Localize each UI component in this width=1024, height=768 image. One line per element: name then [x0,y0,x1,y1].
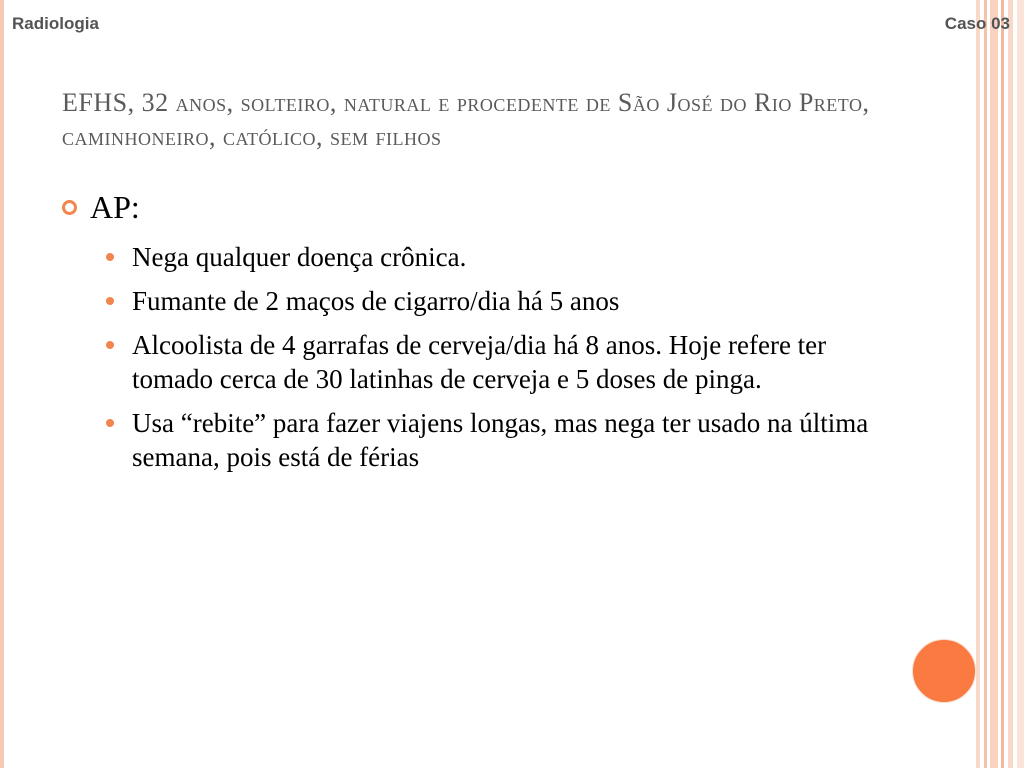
section-heading: AP: [90,189,140,225]
left-border-stripe [0,0,4,768]
dot-bullet-icon [106,297,114,305]
right-border-stripe [1008,0,1013,768]
bullet-text: Fumante de 2 maços de cigarro/dia há 5 anos [132,286,620,316]
right-border-stripe [1001,0,1004,768]
right-border-stripe [990,0,998,768]
right-border-stripe [976,0,980,768]
bullet-item [106,284,902,318]
header-right-label: Caso 03 [944,14,1010,33]
bullet-text: Nega qualquer doença crônica. [132,242,467,272]
ring-bullet-icon [62,200,77,215]
section-item [62,188,902,226]
header-left-label: Radiologia [12,14,99,33]
bullet-item [106,406,902,474]
dot-bullet-icon [106,341,114,349]
slide-title: EFHS, 32 anos, solteiro, natural e procedente de São José do Rio Preto, caminhoneiro, católico, sem filhos [62,88,870,151]
decorative-circle [912,639,976,703]
slide-content [62,188,902,484]
bullet-item [106,328,902,396]
right-border-stripe [1017,0,1024,768]
dot-bullet-icon [106,419,114,427]
bullet-text: Alcoolista de 4 garrafas de cerveja/dia há 8 anos. Hoje refere ter tomado cerca de 30 latinhas de cerveja e 5 doses de pinga. [132,330,827,394]
right-border-stripe [984,0,987,768]
bullet-item [106,240,902,274]
dot-bullet-icon [106,253,114,261]
bullet-text: Usa “rebite” para fazer viajens longas, mas nega ter usado na última semana, pois está de férias [132,408,869,472]
